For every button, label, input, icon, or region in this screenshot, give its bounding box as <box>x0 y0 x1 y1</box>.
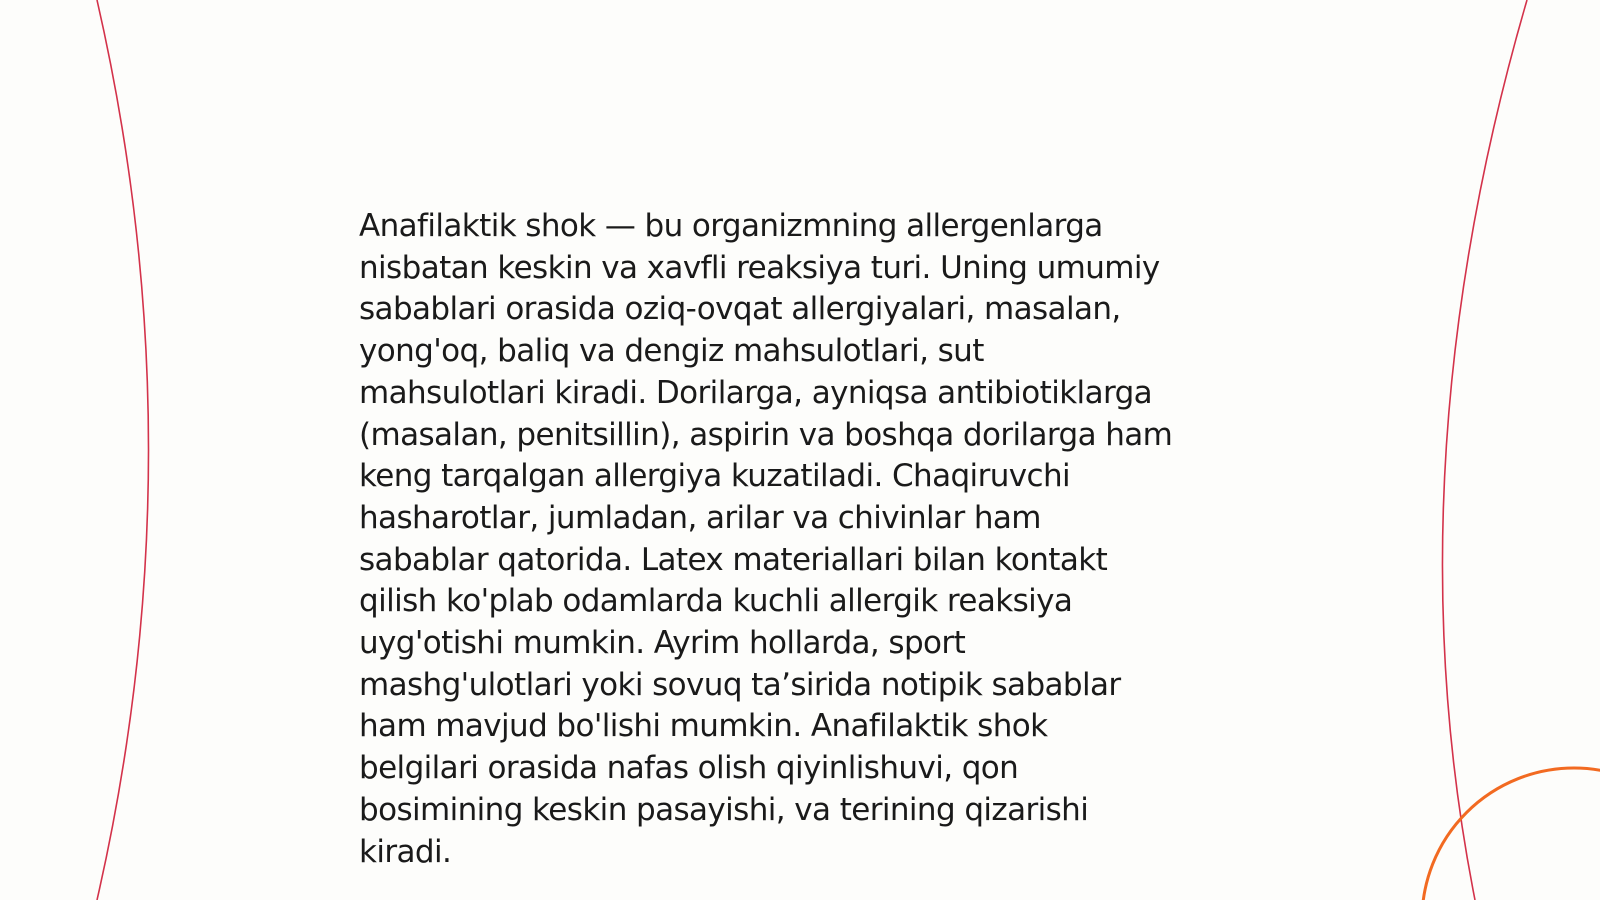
text-line: sabablar qatorida. Latex materiallari bilan kontakt <box>359 541 1108 578</box>
text-line: mahsulotlari kiradi. Dorilarga, ayniqsa antibiotiklarga <box>359 374 1153 411</box>
text-line: nisbatan keskin va xavfli reaksiya turi. Uning umumiy <box>359 249 1160 286</box>
body-paragraph <box>359 206 1259 873</box>
text-line: qilish ko'plab odamlarda kuchli allergik reaksiya <box>359 583 1073 620</box>
text-line: keng tarqalgan allergiya kuzatiladi. Chaqiruvchi <box>359 458 1071 495</box>
text-line: Anafilaktik shok — bu organizmning allergenlarga <box>359 208 1103 244</box>
text-line: mashg'ulotlari yoki sovuq ta’sirida notipik sabablar <box>359 666 1121 703</box>
text-line: kiradi. <box>359 833 452 870</box>
left-arc <box>97 0 149 900</box>
orange-circle <box>1422 768 1600 900</box>
right-arc <box>1442 0 1527 900</box>
text-line: belgilari orasida nafas olish qiyinlishuvi, qon <box>359 750 1019 787</box>
text-line: sabablari orasida oziq-ovqat allergiyalari, masalan, <box>359 291 1121 328</box>
text-line: uyg'otishi mumkin. Ayrim hollarda, sport <box>359 625 966 662</box>
text-line: yong'oq, baliq va dengiz mahsulotlari, sut <box>359 333 984 370</box>
text-line: bosimining keskin pasayishi, va terining qizarishi <box>359 791 1089 828</box>
text-line: hasharotlar, jumladan, arilar va chivinlar ham <box>359 499 1041 536</box>
text-line: ham mavjud bo'lishi mumkin. Anafilaktik shok <box>359 708 1048 745</box>
text-line: (masalan, penitsillin), aspirin va boshqa dorilarga ham <box>359 416 1173 453</box>
